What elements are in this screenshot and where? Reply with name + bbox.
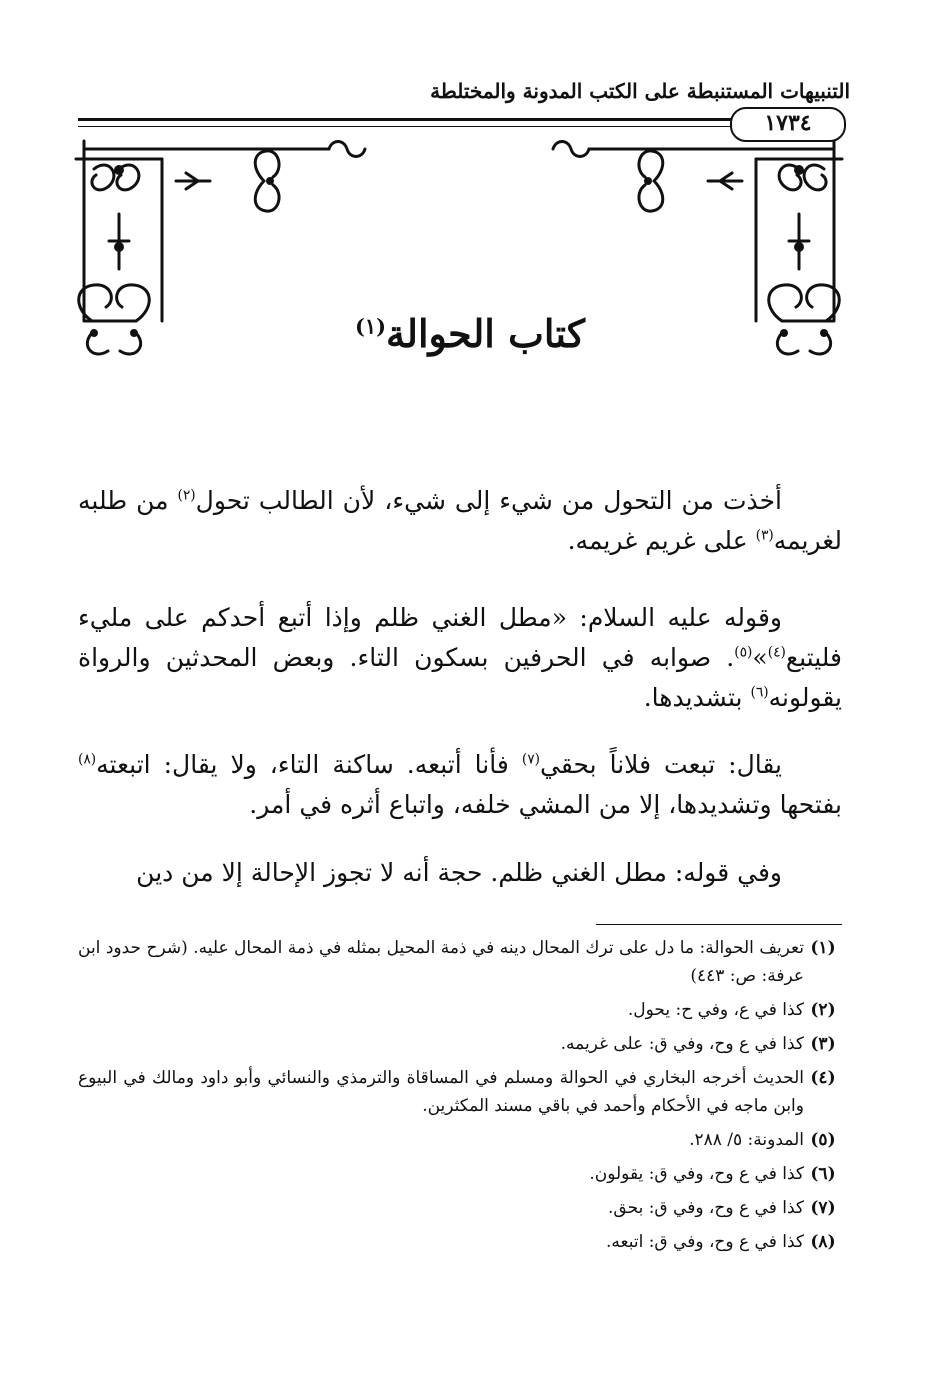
footnote-text: المدونة: ٥/ ٢٨٨. — [689, 1130, 804, 1150]
footnote-text: كذا في ع وح، وفي ق: على غريمه. — [560, 1034, 804, 1054]
footnote-number: (٨) — [810, 1232, 836, 1252]
paragraph-text: من طلبه لغريمه — [78, 486, 842, 555]
footnote-item — [78, 1126, 842, 1154]
footnote-item — [78, 934, 842, 990]
paragraph-text: بتشديدها. — [643, 683, 751, 712]
footnote-item — [78, 1228, 842, 1256]
header-rule-thin — [78, 126, 842, 127]
paragraph-2 — [78, 598, 842, 718]
paragraph-text: على غريم غريمه. — [567, 526, 756, 555]
footnote-number: (١) — [810, 938, 836, 958]
footnote-item — [78, 1030, 842, 1058]
footnote-item — [78, 1194, 842, 1222]
footnote-text: الحديث أخرجه البخاري في الحوالة ومسلم في المساقاة والترمذي والنسائي وأبو داود ومالك في البيوع وابن ماجه في الأحكام وأحمد في باقي مسند المكثرين. — [78, 1068, 804, 1116]
footnote-marker: (٨) — [78, 751, 97, 768]
chapter-title — [290, 310, 650, 358]
paragraph-text: يقال: تبعت فلاناً بحقي — [539, 750, 782, 779]
footnote-number: (٥) — [810, 1130, 836, 1150]
footnote-number: (٦) — [810, 1164, 836, 1184]
footnote-text: تعريف الحوالة: ما دل على ترك المحال دينه في ذمة المحيل بمثله في ذمة المحال عليه. (شرح حدود ابن عرفة: ص: ٤٤٣) — [78, 938, 804, 986]
paragraph-text: فأنا أتبعه. ساكنة التاء، ولا يقال: اتبعته — [96, 750, 522, 779]
paragraph-text: . صوابه في الحرفين بسكون التاء. وبعض المحدثين والرواة يقولونه — [78, 643, 842, 712]
footnote-marker: (١) — [355, 313, 387, 339]
running-header-title: التنبيهات المستنبطة على الكتب المدونة والمختلطة — [430, 79, 850, 103]
footnote-text: كذا في ع وح، وفي ق: بحق. — [608, 1198, 804, 1218]
footnote-text: كذا في ع وح، وفي ق: يقولون. — [589, 1164, 804, 1184]
paragraph-1 — [78, 481, 842, 561]
footnote-number: (٧) — [810, 1198, 836, 1218]
footnotes-section — [78, 934, 842, 1262]
footnote-text: كذا في ع وح، وفي ق: اتبعه. — [606, 1232, 804, 1252]
paragraph-text: بفتحها وتشديدها، إلا من المشي خلفه، واتباع أثره في أمر. — [249, 790, 842, 819]
paragraph-text: أخذت من التحول من شيء إلى شيء، لأن الطالب تحول — [195, 486, 782, 515]
header-rule-thick — [78, 118, 842, 121]
footnote-item — [78, 1064, 842, 1120]
footnote-number: (٤) — [810, 1068, 836, 1088]
paragraph-text: » — [752, 643, 768, 672]
footnote-number: (٣) — [810, 1034, 836, 1054]
footnote-item — [78, 996, 842, 1024]
page-number: ١٧٣٤ — [730, 107, 846, 142]
footnote-marker: (٢) — [177, 487, 196, 504]
footnote-item — [78, 1160, 842, 1188]
footnote-marker: (٣) — [755, 527, 774, 544]
chapter-title-text: كتاب الحوالة — [386, 311, 585, 356]
paragraph-4: وفي قوله: مطل الغني ظلم. حجة أنه لا تجوز الإحالة إلا من دين — [136, 858, 782, 887]
footnote-separator — [596, 924, 842, 925]
footnote-marker: (٦) — [750, 684, 769, 701]
footnote-text: كذا في ع، وفي ح: يحول. — [627, 1000, 804, 1020]
footnote-marker: (٧) — [521, 751, 540, 768]
footnote-marker: (٥) — [734, 644, 753, 661]
paragraph-3 — [78, 745, 842, 825]
paragraph-text: وقوله عليه السلام: «مطل الغني ظلم وإذا أتبع أحدكم على مليء فليتبع — [78, 603, 842, 672]
footnote-number: (٢) — [810, 1000, 836, 1020]
footnote-marker: (٤) — [767, 644, 786, 661]
